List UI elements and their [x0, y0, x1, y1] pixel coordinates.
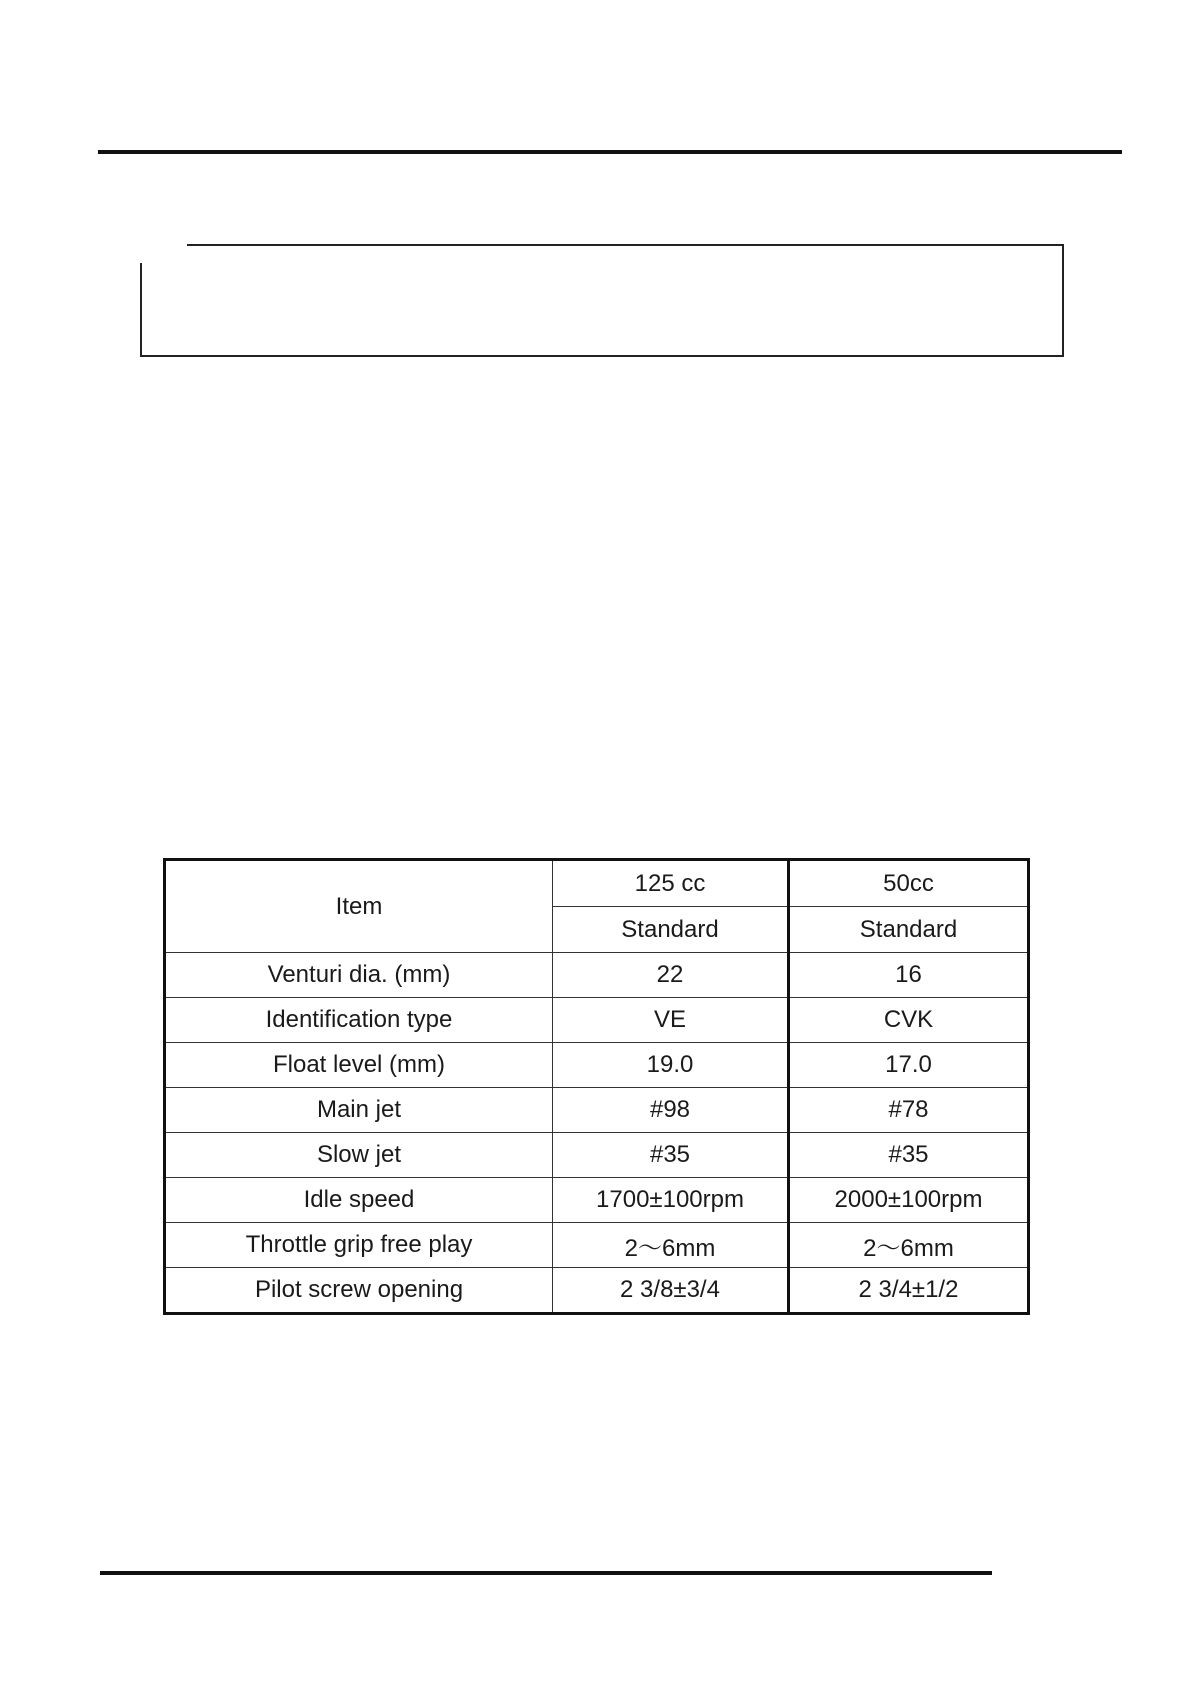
row-125cc-cell: 2～6mm	[553, 1223, 789, 1268]
header-rule	[98, 150, 1122, 154]
row-50cc-cell: CVK	[789, 998, 1029, 1043]
table-row	[165, 1133, 1029, 1178]
row-label-cell: Float level (mm)	[165, 1043, 553, 1088]
row-label-cell: Throttle grip free play	[165, 1223, 553, 1268]
note-box-top-border	[187, 244, 1064, 246]
row-50cc-cell: 2 3/4±1/2	[789, 1268, 1029, 1314]
note-box	[140, 244, 1064, 357]
row-50cc-cell: 17.0	[789, 1043, 1029, 1088]
row-label-cell: Venturi dia. (mm)	[165, 953, 553, 998]
row-label-cell: Idle speed	[165, 1178, 553, 1223]
row-50cc-cell: #78	[789, 1088, 1029, 1133]
row-125cc-cell: VE	[553, 998, 789, 1043]
subheader-50cc-standard-cell: Standard	[789, 907, 1029, 953]
row-label-cell: Pilot screw opening	[165, 1268, 553, 1314]
row-125cc-cell: 19.0	[553, 1043, 789, 1088]
table-row	[165, 1223, 1029, 1268]
header-50cc-cell: 50cc	[789, 860, 1029, 907]
header-item-cell: Item	[165, 860, 553, 953]
row-label-cell: Slow jet	[165, 1133, 553, 1178]
table-row	[165, 953, 1029, 998]
carburetor-specification-table	[163, 858, 1030, 1315]
row-125cc-cell: 2 3/8±3/4	[553, 1268, 789, 1314]
row-50cc-cell: 16	[789, 953, 1029, 998]
note-box-left-border	[140, 263, 142, 357]
table-header-row	[165, 860, 1029, 907]
table-row	[165, 1088, 1029, 1133]
header-125cc-cell: 125 cc	[553, 860, 789, 907]
row-50cc-cell: 2000±100rpm	[789, 1178, 1029, 1223]
row-50cc-cell: 2～6mm	[789, 1223, 1029, 1268]
row-50cc-cell: #35	[789, 1133, 1029, 1178]
subheader-125cc-standard-cell: Standard	[553, 907, 789, 953]
table-row	[165, 1268, 1029, 1314]
note-box-right-border	[1062, 244, 1064, 357]
table-row	[165, 1178, 1029, 1223]
footer-rule	[100, 1571, 992, 1575]
row-label-cell: Main jet	[165, 1088, 553, 1133]
note-box-bottom-border	[140, 355, 1064, 357]
specification-table-container	[163, 858, 1027, 1315]
table-row	[165, 998, 1029, 1043]
row-125cc-cell: #35	[553, 1133, 789, 1178]
table-row	[165, 1043, 1029, 1088]
row-125cc-cell: 1700±100rpm	[553, 1178, 789, 1223]
row-125cc-cell: 22	[553, 953, 789, 998]
row-label-cell: Identification type	[165, 998, 553, 1043]
row-125cc-cell: #98	[553, 1088, 789, 1133]
